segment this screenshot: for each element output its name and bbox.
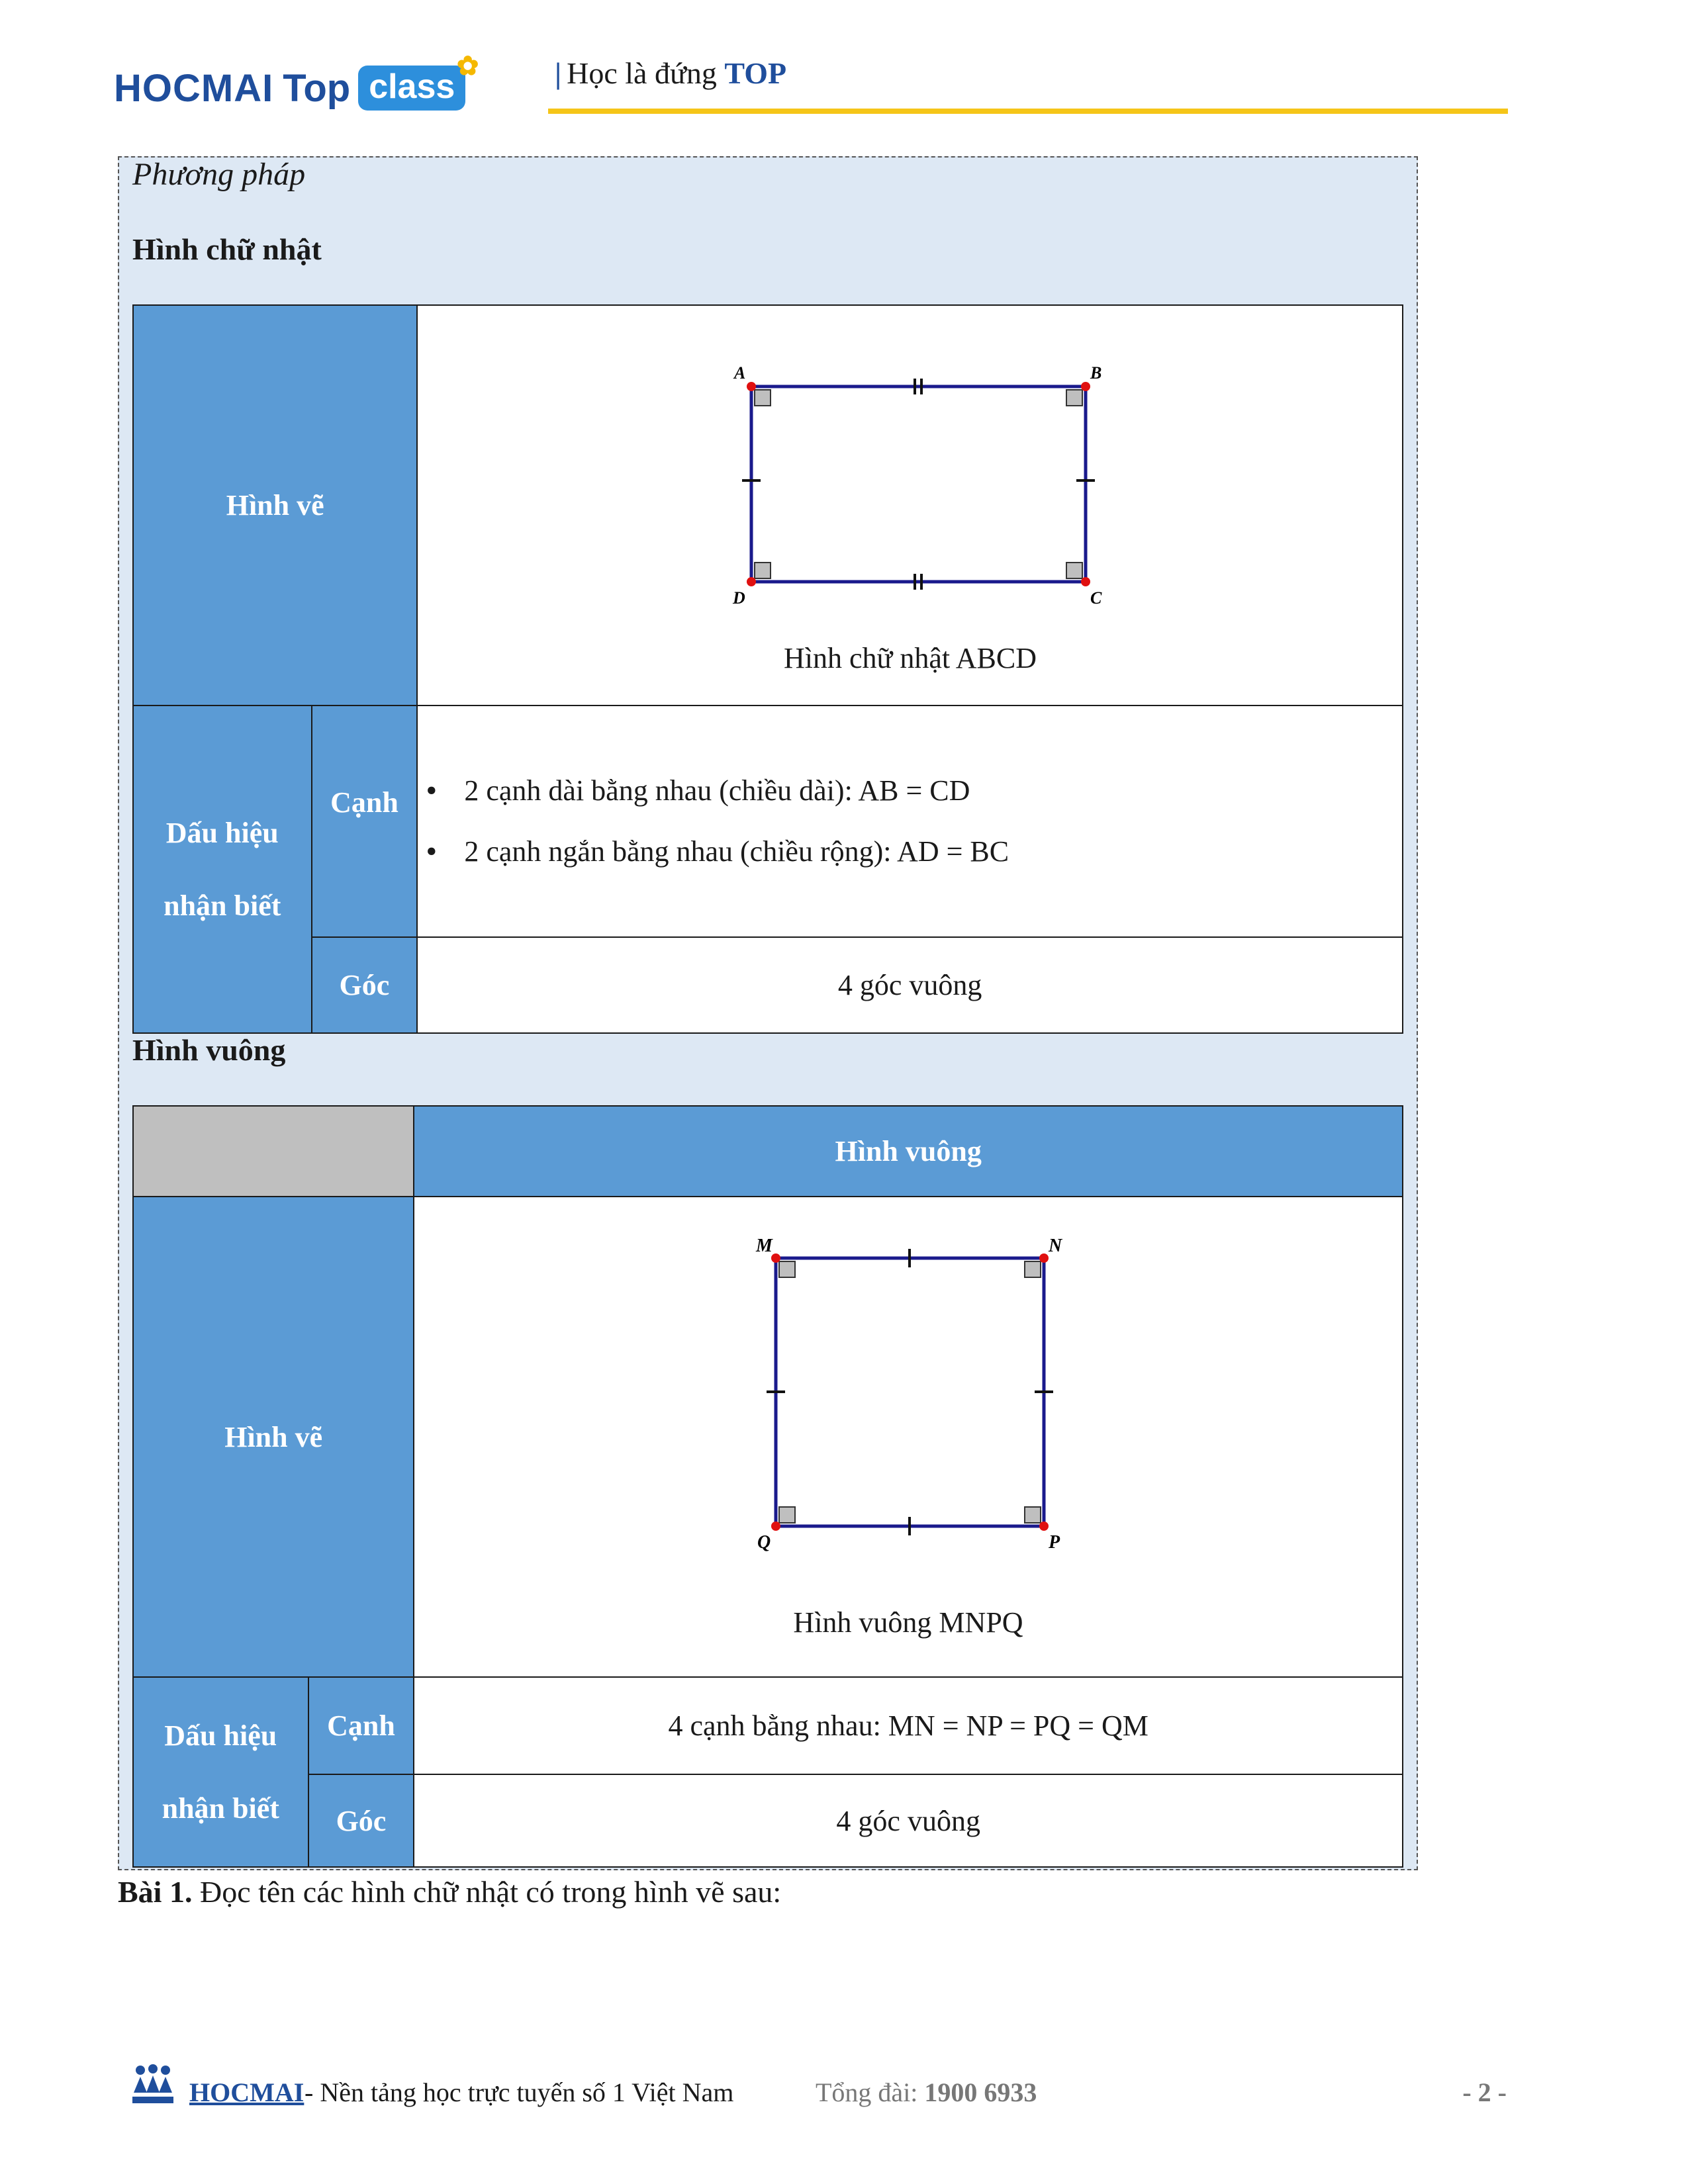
page-footer [130,2077,1507,2123]
right-angle-icon [779,1261,795,1277]
square-figure [577,1205,1239,1668]
rectangle-caption: Hình chữ nhật ABCD [783,641,1037,674]
vertex-label-q: Q [757,1532,771,1553]
rect-sides-list [418,760,1402,882]
rect-signs-line1: Dấu hiệu [165,816,279,849]
square-sides-value: 4 cạnh bằng nhau: MN = NP = PQ = QM [414,1677,1403,1774]
vertex-label-n: N [1049,1236,1062,1256]
footer-slogan: - Nền tảng học trực tuyến số 1 Việt Nam [305,2077,734,2107]
square-angles-label: Góc [308,1774,414,1867]
square-signs-line2: nhận biết [162,1792,279,1825]
rect-signs-line2: nhận biết [164,889,281,922]
rectangle-heading: Hình chữ nhật [132,232,322,266]
square-table-header: Hình vuông [414,1106,1403,1197]
vertex-point [747,382,756,391]
hocmai-topclass-logo [114,52,479,118]
tagline-divider: | [555,56,562,90]
right-angle-icon [1066,390,1082,406]
right-angle-icon [1025,1507,1041,1523]
rect-angles-value: 4 góc vuông [417,937,1403,1033]
right-angle-icon [1025,1261,1041,1277]
square-table-corner [133,1106,414,1197]
header-underline [548,109,1508,114]
rect-angles-label: Góc [312,937,418,1033]
vertex-point [1081,577,1090,586]
logo-class-badge [358,52,479,111]
vertex-point [771,1253,780,1263]
vertex-label-a: A [733,363,746,383]
tagline-top: TOP [724,56,787,90]
rect-sides-label: Cạnh [312,705,418,937]
footer-hotline-number: 1900 6933 [924,2077,1037,2107]
list-item: • 2 cạnh dài bằng nhau (chiều dài): AB = CD [464,760,1402,821]
sun-icon: ✿ [456,52,479,81]
rect-signs-label [133,705,312,1033]
footer-hotline-label: Tổng đài: [816,2077,925,2107]
right-angle-icon [779,1507,795,1523]
footer-brand-link[interactable]: HOCMAI [189,2077,305,2107]
square-angles-value: 4 góc vuông [414,1774,1403,1867]
footer-hotline [816,2077,1037,2108]
vertex-point [771,1522,780,1531]
square-drawing-label: Hình vẽ [133,1197,414,1677]
logo-class-text: class [369,68,455,106]
page-number: - 2 - [1462,2077,1507,2107]
square-signs-line1: Dấu hiệu [164,1719,277,1752]
square-table [132,1105,1403,1868]
rectangle-shape [751,387,1086,582]
vertex-point [747,577,756,586]
square-shape [776,1258,1044,1526]
header-tagline [555,56,786,91]
logo-top-text: Top [283,66,351,110]
vertex-label-m: M [756,1236,773,1256]
right-angle-icon [755,563,771,578]
tagline-prefix: Học là đứng [567,56,717,90]
rect-sides-cell [417,705,1403,937]
vertex-point [1039,1522,1049,1531]
vertex-point [1081,382,1090,391]
rect-drawing-label: Hình vẽ [133,305,417,705]
square-drawing-cell [414,1197,1403,1677]
square-signs-label [133,1677,308,1867]
square-sides-label: Cạnh [308,1677,414,1774]
exercise-text: Đọc tên các hình chữ nhật có trong hình vẽ sau: [192,1875,782,1909]
exercise-number: Bài 1. [118,1875,193,1909]
hocmai-people-icon [130,2064,176,2113]
list-item: • 2 cạnh ngắn bằng nhau (chiều rộng): AD = BC [464,821,1402,882]
method-label: Phương pháp [132,157,306,192]
square-heading: Hình vuông [132,1033,286,1067]
vertex-label-b: B [1090,363,1102,383]
vertex-point [1039,1253,1049,1263]
vertex-label-c: C [1090,588,1102,608]
rect-drawing-cell [417,305,1403,705]
exercise-1 [118,1874,781,1909]
rectangle-table [132,304,1403,1034]
square-caption: Hình vuông MNPQ [793,1606,1023,1639]
rectangle-figure [579,334,1241,678]
vertex-label-p: P [1049,1532,1060,1553]
right-angle-icon [1066,563,1082,578]
vertex-label-d: D [732,588,745,608]
logo-hocmai-text: HOCMAI [114,66,274,110]
right-angle-icon [755,390,771,406]
